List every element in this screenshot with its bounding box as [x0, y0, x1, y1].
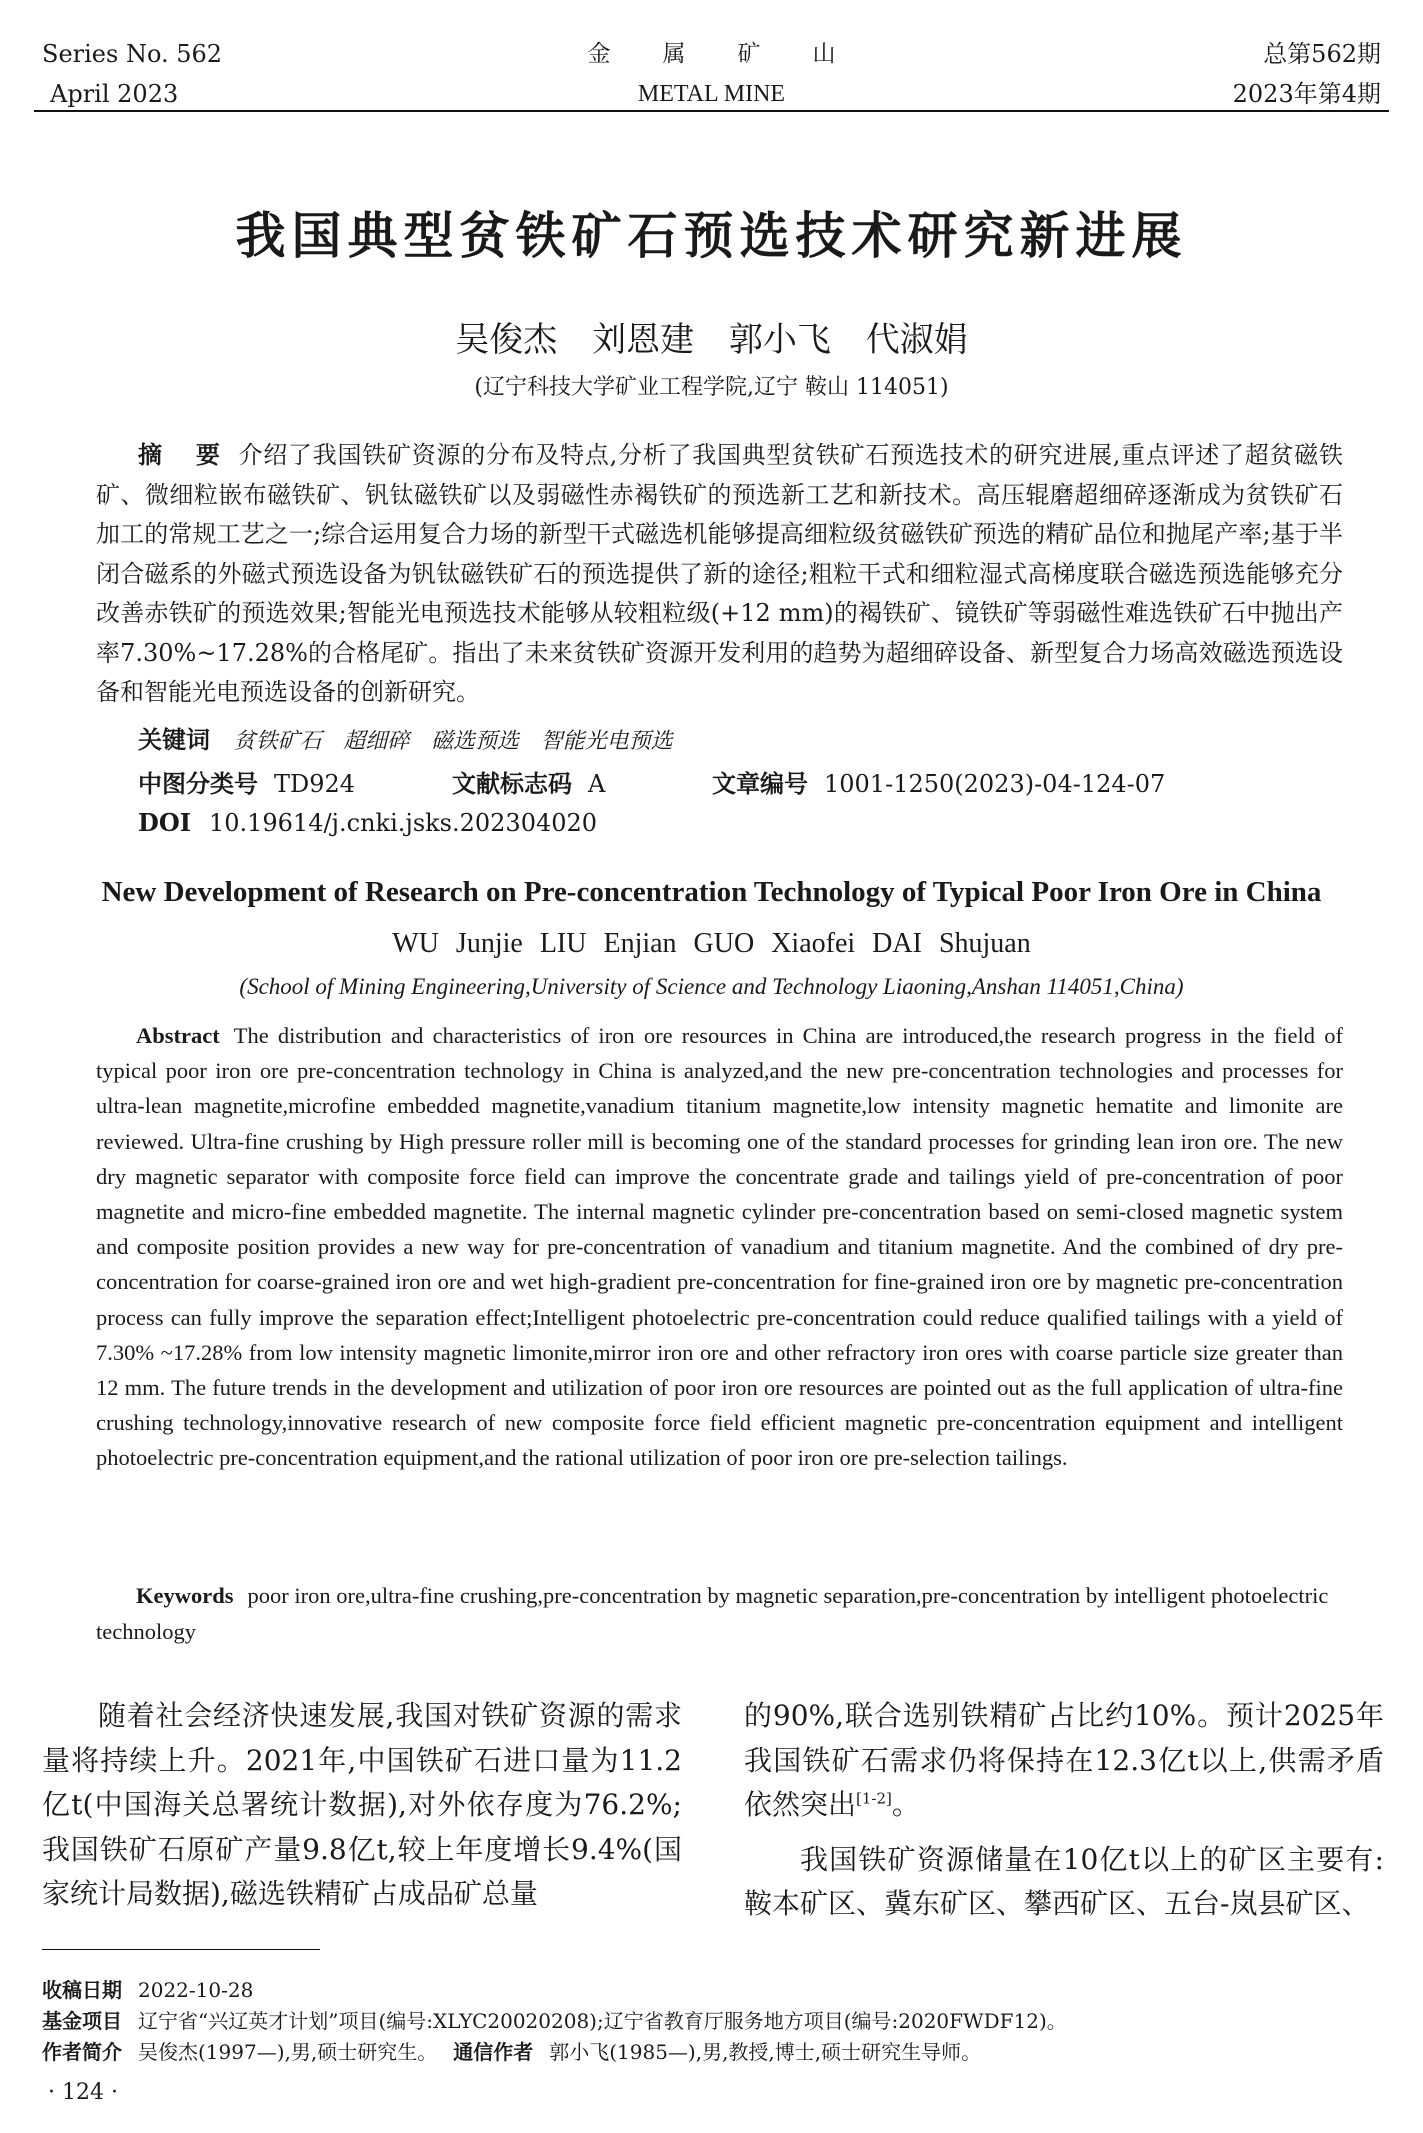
- doi-label: DOI: [138, 808, 191, 837]
- clc-code: [138, 764, 355, 799]
- article-number-value: 1001-1250(2023)-04-124-07: [824, 770, 1166, 798]
- fund-info: [42, 2006, 1383, 2037]
- article-number-label: 文章编号: [712, 770, 808, 798]
- abstract-cn-label: 摘 要: [138, 441, 233, 469]
- keywords-en-text: poor iron ore,ultra-fine crushing,pre-concentration by magnetic separation,pre-concentration by intelligent photoelectric technology: [96, 1583, 1329, 1644]
- abstract-cn-text: 介绍了我国铁矿资源的分布及特点,分析了我国典型贫铁矿石预选技术的研究进展,重点评述了超贫磁铁矿、微细粒嵌布磁铁矿、钒钛磁铁矿以及弱磁性赤褐铁矿的预选新工艺和新技术。高压辊磨超细碎逐渐成为贫铁矿石加工的常规工艺之一;综合运用复合力场的新型干式磁选机能够提高细粒级贫磁铁矿预选的精矿品位和抛尾产率;基于半闭合磁系的外磁式预选设备为钒钛磁铁矿石的预选提供了新的途径;粗粒干式和细粒湿式高梯度联合磁选预选能够充分改善赤铁矿的预选效果;智能光电预选技术能够从较粗粒级(+12 mm)的褐铁矿、镜铁矿等弱磁性难选铁矿石中抛出产率7.30%~17.28%的合格尾矿。指出了未来贫铁矿资源开发利用的趋势为超细碎设备、新型复合力场高效磁选预选设备和智能光电预选设备的创新研究。: [96, 441, 1343, 706]
- abstract-en: [96, 1018, 1343, 1476]
- paper-title-en: New Development of Research on Pre-concentration Technology of Typical Poor Iron Ore in China: [101, 876, 1322, 908]
- keyword-cn: 超细碎: [343, 729, 410, 754]
- authors-cn: 吴俊杰 刘恩建 郭小飞 代淑娟: [455, 320, 968, 360]
- doi: [138, 808, 597, 837]
- corresponding-value: 郭小飞(1985—),男,教授,博士,硕士研究生导师。: [549, 2040, 982, 2064]
- received-date: [42, 1975, 1383, 2006]
- authors-en: WU Junjie LIU Enjian GUO Xiaofei DAI Shujuan: [392, 928, 1031, 959]
- keywords-en: [96, 1578, 1343, 1650]
- document-code: [452, 764, 605, 799]
- citation: [1-2]: [856, 1789, 892, 1808]
- doi-value: 10.19614/j.cnki.jsks.202304020: [208, 809, 598, 837]
- author-info: [42, 2037, 1383, 2068]
- clc-label: 中图分类号: [138, 770, 258, 798]
- fund-label: 基金项目: [42, 2009, 122, 2033]
- footnote-rule: [42, 1949, 320, 1950]
- abstract-cn: [96, 436, 1343, 713]
- header-center: [42, 34, 1381, 114]
- affiliation-en: (School of Mining Engineering,University of Science and Technology Liaoning,Anshan 114051,China): [239, 974, 1184, 999]
- journal-name-cn: 金属矿山: [587, 41, 888, 67]
- affiliation-cn: (辽宁科技大学矿业工程学院,辽宁 鞍山 114051): [474, 375, 949, 400]
- author-value: 吴俊杰(1997—),男,硕士研究生。: [138, 2040, 438, 2064]
- issue-date-en: April 2023: [50, 80, 179, 108]
- corresponding-label: 通信作者: [453, 2040, 534, 2064]
- paper-title-cn: 我国典型贫铁矿石预选技术研究新进展: [235, 207, 1188, 265]
- footnotes: [42, 1975, 1383, 2068]
- header-right: [1233, 34, 1381, 114]
- body-text: 。: [891, 1788, 920, 1821]
- clc-value: TD924: [274, 770, 356, 798]
- received-label: 收稿日期: [42, 1978, 122, 2002]
- keyword-cn: 贫铁矿石: [233, 729, 322, 754]
- issue-date-cn: 2023年第4期: [1232, 80, 1381, 108]
- keyword-cn: 磁选预选: [430, 729, 519, 754]
- abstract-en-label: Abstract: [136, 1023, 220, 1048]
- document-code-value: A: [588, 770, 606, 798]
- body-column-right: [744, 1694, 1384, 1927]
- article-number: [712, 764, 1165, 799]
- keywords-cn-label: 关键词: [138, 726, 210, 754]
- keyword-cn: 智能光电预选: [540, 729, 673, 754]
- keywords-cn: [138, 720, 687, 755]
- body-paragraph: [744, 1694, 1384, 1828]
- body-paragraph: 随着社会经济快速发展,我国对铁矿资源的需求量将持续上升。2021年,中国铁矿石进口量为11.2亿t(中国海关总署统计数据),对外依存度为76.2%;我国铁矿石原矿产量9.8亿t,较上年度增长9.4%(国家统计局数据),磁选铁精矿占成品矿总量: [42, 1699, 682, 1910]
- abstract-en-text: The distribution and characteristics of iron ore resources in China are introduced,the research progress in the field of typical poor iron ore pre-concentration technology in China is analyzed,and the new pre-concentration technologies and processes for ultra-lean magnetite,microfine embedded magnetite,vanadium titanium magnetite,low intensity magnetic hematite and limonite are reviewed. Ultra-fine crushing by High pressure roller mill is becoming one of the standard processes for grinding lean iron ore. The new dry magnetic separator with composite force field can improve the concentrate grade and tailings yield of pre-concentration of poor magnetite and micro-fine embedded magnetite. The internal magnetic cylinder pre-concentration based on semi-closed magnetic system and composite position provides a new way for pre-concentration of vanadium and titanium magnetite. And the combined of dry pre-concentration for coarse-grained iron ore and wet high-gradient pre-concentration for fine-grained iron ore by magnetic pre-concentration process can fully improve the separation effect;Intelligent photoelectric pre-concentration could reduce qualified tailings with a yield of 7.30% ~17.28% from low intensity magnetic limonite,mirror iron ore and other refractory iron ores with coarse particle size greater than 12 mm. The future trends in the development and utilization of poor iron ore resources are pointed out as the full application of ultra-fine crushing technology,innovative research of new composite force field efficient magnetic pre-concentration equipment and intelligent photoelectric pre-concentration equipment,and the rational utilization of poor iron ore pre-selection tailings.: [96, 1023, 1343, 1471]
- keywords-en-label: Keywords: [136, 1583, 234, 1608]
- author-label: 作者简介: [42, 2040, 122, 2064]
- issue-total-cn: 总第562期: [1263, 40, 1381, 68]
- journal-name-en: METAL MINE: [637, 81, 786, 107]
- document-code-label: 文献标志码: [452, 770, 572, 798]
- header-rule: [34, 110, 1389, 112]
- body-paragraph: 我国铁矿资源储量在10亿t以上的矿区主要有:鞍本矿区、冀东矿区、攀西矿区、五台-岚县矿区、: [744, 1842, 1384, 1920]
- received-value: 2022-10-28: [138, 1978, 254, 2002]
- page-number: · 124 ·: [48, 2080, 118, 2105]
- body-column-left: [42, 1694, 682, 1917]
- running-header: [42, 34, 1381, 108]
- series-number: Series No. 562: [42, 40, 223, 68]
- fund-value: 辽宁省“兴辽英才计划”项目(编号:XLYC20020208);辽宁省教育厅服务地方项目(编号:2020FWDF12)。: [138, 2009, 1067, 2033]
- body-text: 的90%,联合选别铁精矿占比约10%。预计2025年我国铁矿石需求仍将保持在12.3亿t以上,供需矛盾依然突出: [744, 1699, 1384, 1821]
